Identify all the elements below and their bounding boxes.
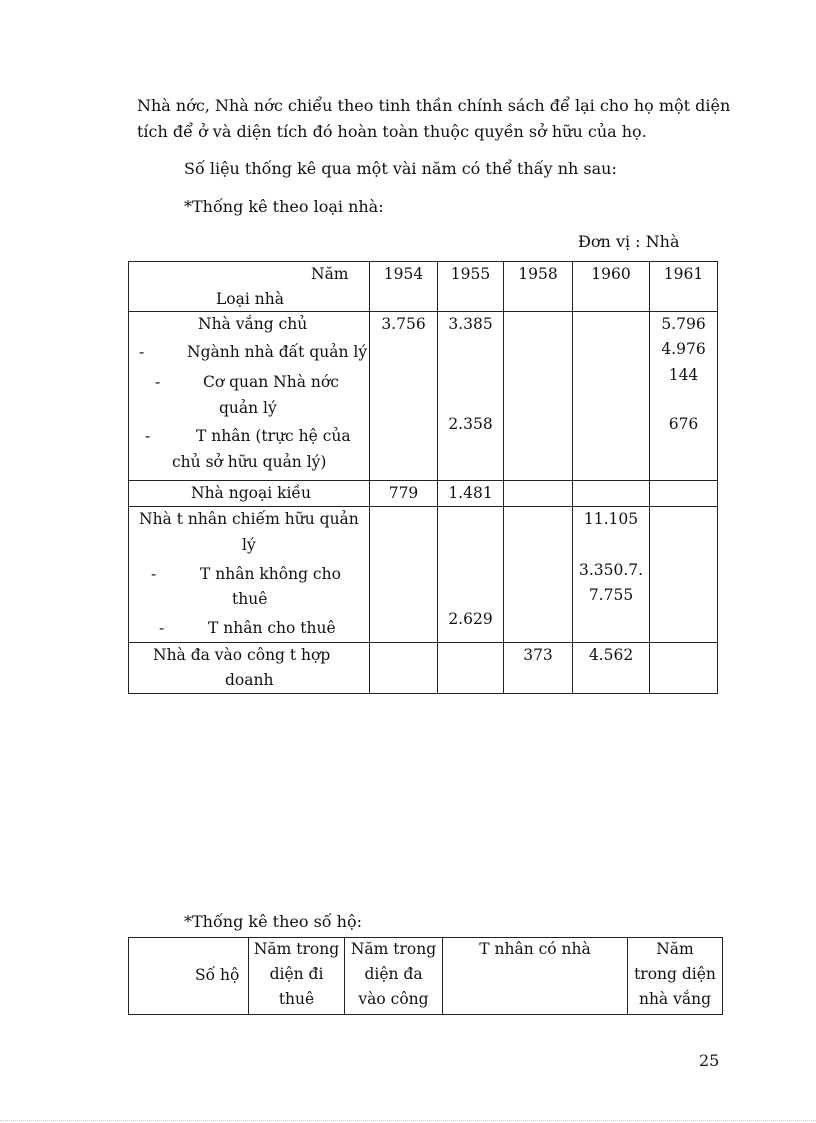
- row-private: T nhân (trực hệ của: [196, 427, 351, 445]
- cell-value: 779: [388, 484, 419, 502]
- dash-icon: -: [159, 619, 165, 637]
- row-joint-venture-title: Nhà đa vào công t hợp: [153, 646, 331, 664]
- row-state-agency: Cơ quan Nhà nớc: [203, 373, 339, 391]
- row-private-owned-title-cont: lý: [242, 536, 256, 554]
- row-private-owned-title: Nhà t nhân chiếm hữu quản: [139, 510, 359, 528]
- header-year-label: Năm: [311, 265, 349, 283]
- cell-value: 11.105: [583, 510, 639, 528]
- paragraph-line-1: Nhà nớc, Nhà nớc chiểu theo tinh thần chính sách để lại cho họ một diện: [137, 96, 731, 115]
- header-year-1954: 1954: [383, 265, 424, 283]
- header-absent-line: nhà vắng: [638, 990, 712, 1008]
- dash-icon: -: [151, 565, 157, 583]
- row-private-cont: chủ sở hữu quản lý): [172, 453, 327, 471]
- row-rented: T nhân cho thuê: [208, 619, 336, 637]
- header-absent-line: Năm: [656, 940, 694, 958]
- row-absent-owner-title: Nhà vắng chủ: [198, 315, 308, 333]
- table-row-absent-owner: [129, 312, 718, 481]
- dash-icon: -: [145, 427, 151, 445]
- cell-value: 3.385: [448, 315, 493, 333]
- header-public-line: vào công: [358, 990, 429, 1008]
- header-year-1960: 1960: [591, 265, 631, 283]
- section-heading-house-type: *Thống kê theo loại nhà:: [184, 197, 384, 216]
- cell-value: 3.756: [381, 315, 426, 333]
- cell-value: 4.562: [588, 646, 634, 664]
- paragraph-line-2: tích để ở và diện tích đó hoàn toàn thuộc quyền sở hữu của họ.: [137, 122, 647, 141]
- row-not-rented-cont: thuê: [232, 590, 268, 608]
- household-table: [128, 937, 723, 1015]
- paragraph-line-3: Số liệu thống kê qua một vài năm có thể thấy nh sau:: [184, 159, 617, 178]
- cell-value: 676: [668, 415, 699, 433]
- header-public-line: diện đa: [364, 965, 423, 983]
- cell-value: 373: [523, 646, 553, 664]
- cell-value: 5.796: [661, 315, 706, 333]
- dash-icon: -: [155, 373, 161, 391]
- header-year-1955: 1955: [450, 265, 491, 283]
- header-renting-line: diện đi: [269, 965, 324, 983]
- header-type-label: Loại nhà: [216, 290, 284, 308]
- page-bottom-divider: [0, 1120, 816, 1121]
- header-renting-line: thuê: [278, 990, 315, 1008]
- section-heading-households: *Thống kê theo số hộ:: [184, 912, 362, 931]
- page-number: 25: [699, 1051, 720, 1070]
- unit-label: Đơn vị : Nhà: [578, 232, 680, 251]
- table-row-foreign: [129, 481, 718, 507]
- header-year-1958: 1958: [518, 265, 558, 283]
- cell-value: 1.481: [448, 484, 493, 502]
- header-private-owner: T nhân có nhà: [479, 940, 591, 958]
- header-absent-line: trong diện: [634, 965, 716, 983]
- cell-value: 3.350.7.: [578, 561, 644, 579]
- cell-value: 2.358: [448, 415, 493, 433]
- cell-value: 4.976: [661, 340, 706, 358]
- header-year-1961: 1961: [663, 265, 704, 283]
- table-row-private-owned: [129, 507, 718, 643]
- table-header-row: [129, 262, 718, 312]
- header-public-line: Năm trong: [350, 940, 437, 958]
- header-renting-line: Năm trong: [253, 940, 340, 958]
- header-households: Số hộ: [195, 966, 240, 984]
- row-land-agency: Ngành nhà đất quản lý: [187, 343, 368, 361]
- house-type-table: [128, 261, 718, 694]
- cell-value: 7.755: [588, 586, 634, 604]
- dash-icon: -: [139, 343, 145, 361]
- row-foreign-title: Nhà ngoại kiều: [191, 484, 311, 502]
- household-header-row: [129, 938, 723, 1015]
- cell-value: 2.629: [448, 610, 493, 628]
- row-not-rented: T nhân không cho: [200, 565, 341, 583]
- row-state-agency-cont: quản lý: [219, 399, 277, 417]
- row-joint-venture-title-cont: doanh: [225, 671, 274, 689]
- table-row-joint-venture: [129, 643, 718, 694]
- cell-value: 144: [668, 366, 699, 384]
